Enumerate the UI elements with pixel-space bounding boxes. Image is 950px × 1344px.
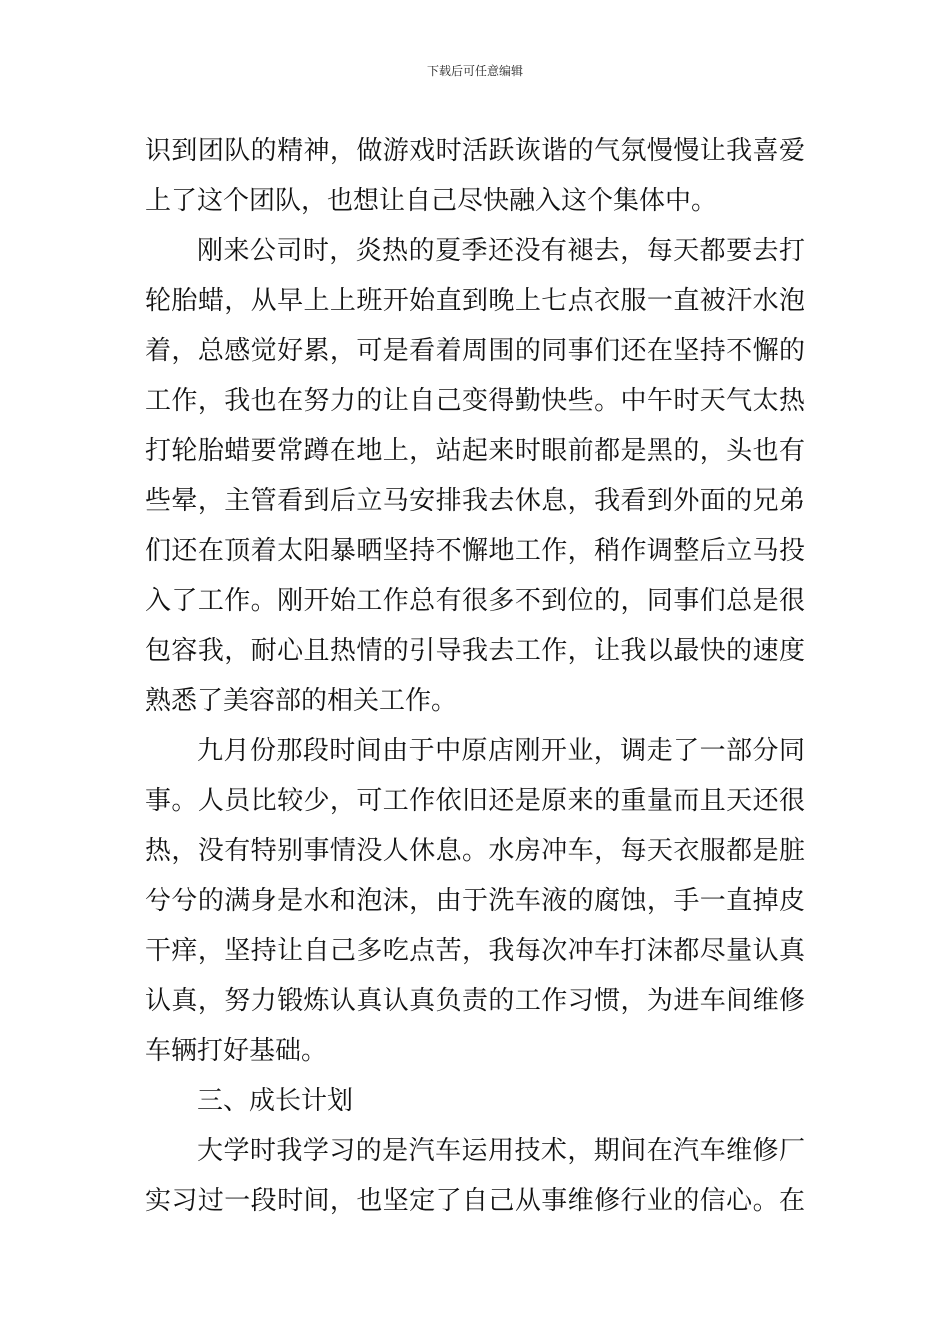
text-line: 入了工作。刚开始工作总有很多不到位的，同事们总是很 (145, 586, 805, 616)
section-heading: 三、成长计划 (197, 1086, 354, 1116)
text-line: 认真，努力锻炼认真认真负责的工作习惯，为进车间维修 (145, 986, 805, 1016)
text-line: 车辆打好基础。 (145, 1036, 328, 1066)
page-header: 下载后可任意编辑 (426, 64, 523, 78)
text-line: 九月份那段时间由于中原店刚开业，调走了一部分同 (197, 736, 805, 766)
text-line: 识到团队的精神，做游戏时活跃诙谐的气氛慢慢让我喜爱 (145, 136, 805, 166)
text-line: 上了这个团队，也想让自己尽快融入这个集体中。 (145, 186, 718, 216)
text-line: 些晕，主管看到后立马安排我去休息，我看到外面的兄弟 (145, 486, 805, 516)
text-line: 刚来公司时，炎热的夏季还没有褪去，每天都要去打 (197, 236, 805, 266)
text-line: 热，没有特别事情没人休息。水房冲车，每天衣服都是脏 (145, 836, 805, 866)
text-line: 实习过一段时间，也坚定了自己从事维修行业的信心。在 (145, 1186, 805, 1216)
text-line: 们还在顶着太阳暴晒坚持不懈地工作，稍作调整后立马投 (145, 536, 805, 566)
text-line: 打轮胎蜡要常蹲在地上，站起来时眼前都是黑的，头也有 (145, 436, 805, 466)
text-line: 事。人员比较少，可工作依旧还是原来的重量而且天还很 (145, 786, 805, 816)
document-body (145, 126, 805, 1226)
text-line: 着，总感觉好累，可是看着周围的同事们还在坚持不懈的 (145, 336, 805, 366)
text-line: 工作，我也在努力的让自己变得勤快些。中午时天气太热 (145, 386, 805, 416)
text-line: 兮兮的满身是水和泡沫，由于洗车液的腐蚀，手一直掉皮 (145, 886, 805, 916)
text-line: 包容我，耐心且热情的引导我去工作，让我以最快的速度 (145, 636, 805, 666)
text-line: 干痒，坚持让自己多吃点苦，我每次冲车打沫都尽量认真 (145, 936, 805, 966)
text-line: 熟悉了美容部的相关工作。 (145, 686, 458, 716)
text-line: 轮胎蜡，从早上上班开始直到晚上七点衣服一直被汗水泡 (145, 286, 805, 316)
text-line: 大学时我学习的是汽车运用技术，期间在汽车维修厂 (197, 1136, 805, 1166)
